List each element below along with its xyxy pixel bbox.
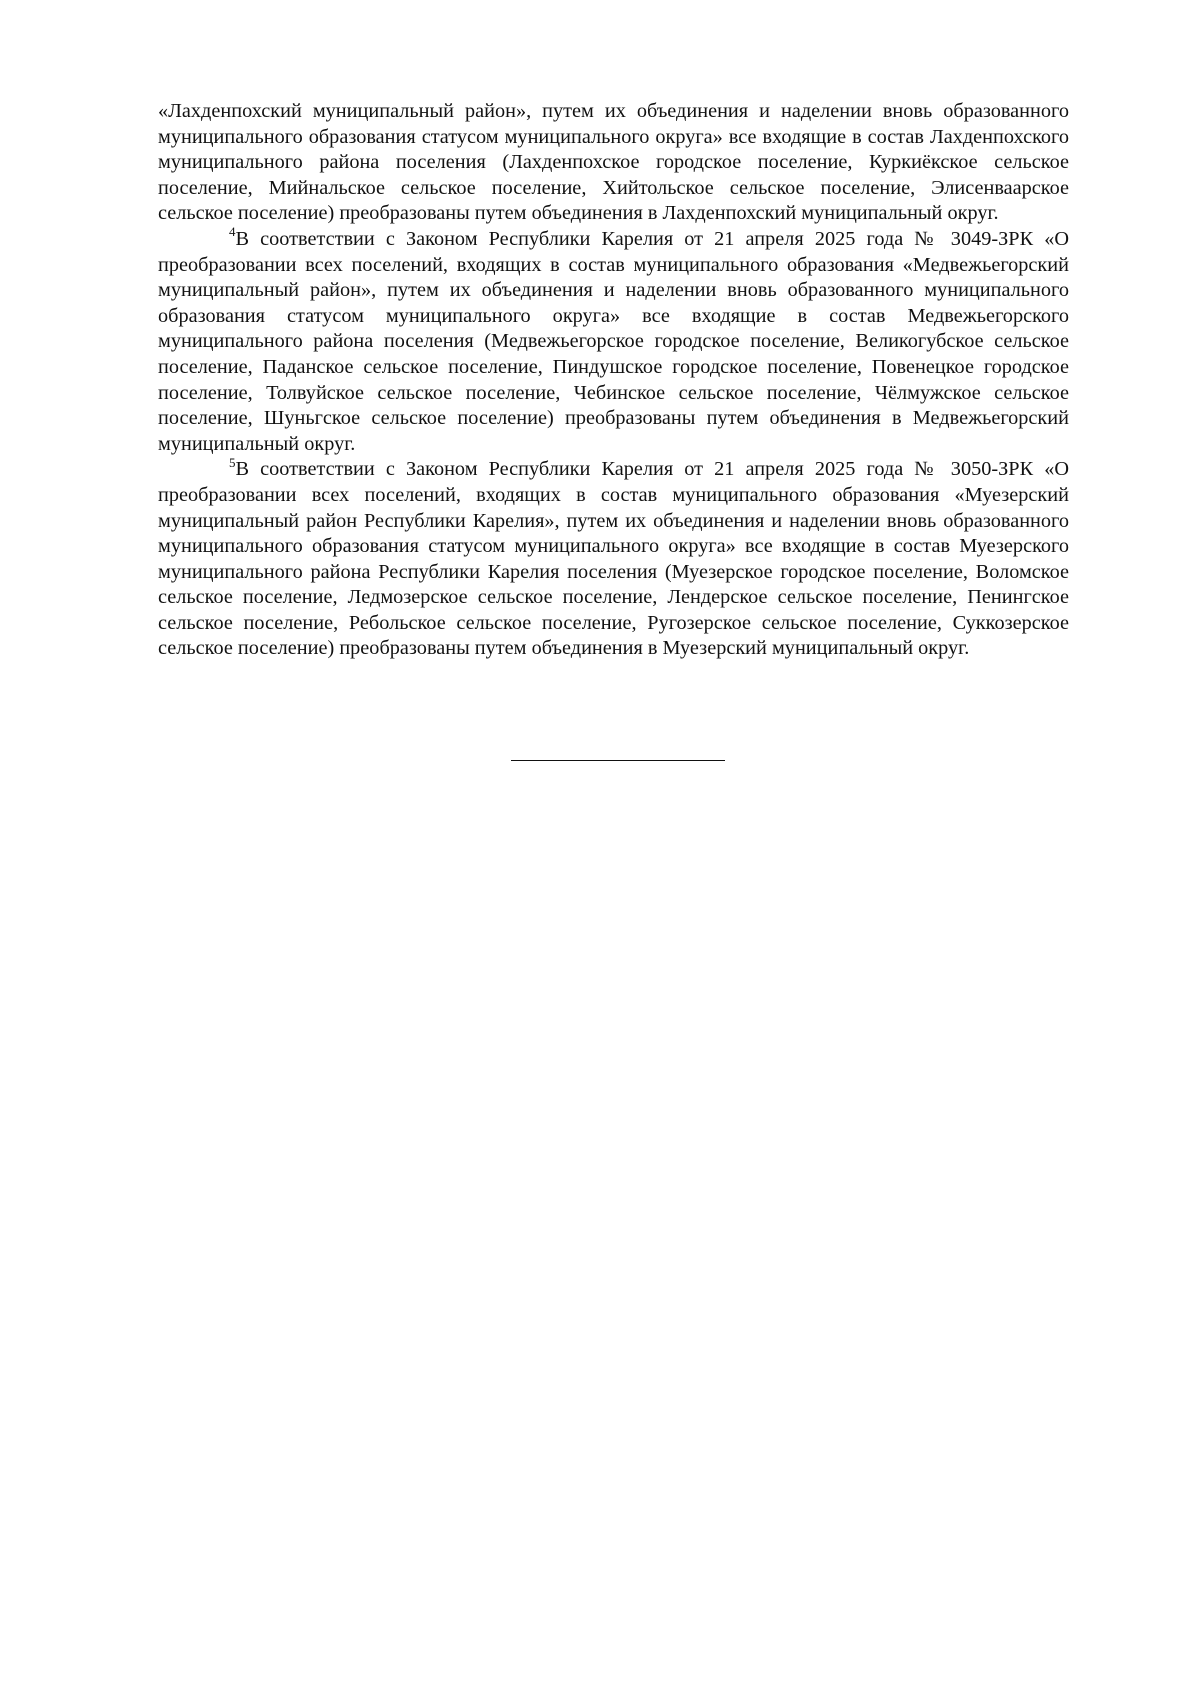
footnote-marker: 4 xyxy=(229,224,236,240)
footnote-text: «Лахденпохский муниципальный район», путем их объединения и наделении вновь образованного муниципального образования статусом муниципального округа» все входящие в состав Лахденпохского муниципального района поселения (Лахденпохское городское поселение, Куркиёкское сельское поселение, Мийнальское сельское поселение, Хийтольское сельское поселение, Элисенваарское сельское поселение) преобразованы путем объединения в Лахденпохский муниципальный округ. xyxy=(158,100,1069,225)
footnote-5 xyxy=(158,454,1069,662)
footnote-marker: 5 xyxy=(229,454,236,470)
footnote-4 xyxy=(158,224,1069,457)
footnote-text: В соответствии с Законом Республики Карелия от 21 апреля 2025 года № 3050-ЗРК «О преобразовании всех поселений, входящих в состав муниципального образования «Муезерский муниципальный район Республики Карелия», путем их объединения и наделении вновь образованного муниципального образования статусом муниципального округа» все входящие в состав Муезерского муниципального района Республики Карелия поселения (Муезерское городское поселение, Воломское сельское поселение, Ледмозерское сельское поселение, Лендерское сельское поселение, Пенингское сельское поселение, Ребольское сельское поселение, Ругозерское сельское поселение, Суккозерское сельское поселение) преобразованы путем объединения в Муезерский муниципальный округ. xyxy=(158,458,1069,660)
footnotes-block xyxy=(158,99,1069,662)
footnote-continuation xyxy=(158,99,1069,227)
footnote-text: В соответствии с Законом Республики Карелия от 21 апреля 2025 года № 3049-ЗРК «О преобразовании всех поселений, входящих в состав муниципального образования «Медвежьегорский муниципальный район», путем их объединения и наделении вновь образованного муниципального образования статусом муниципального округа» все входящие в состав Медвежьегорского муниципального района поселения (Медвежьегорское городское поселение, Великогубское сельское поселение, Паданское сельское поселение, Пиндушское городское поселение, Повенецкое городское поселение, Толвуйское сельское поселение, Чебинское сельское поселение, Чёлмужское сельское поселение, Шуньгское сельское поселение) преобразованы путем объединения в Медвежьегорский муниципальный округ. xyxy=(158,227,1069,455)
end-of-document-rule xyxy=(511,760,725,761)
